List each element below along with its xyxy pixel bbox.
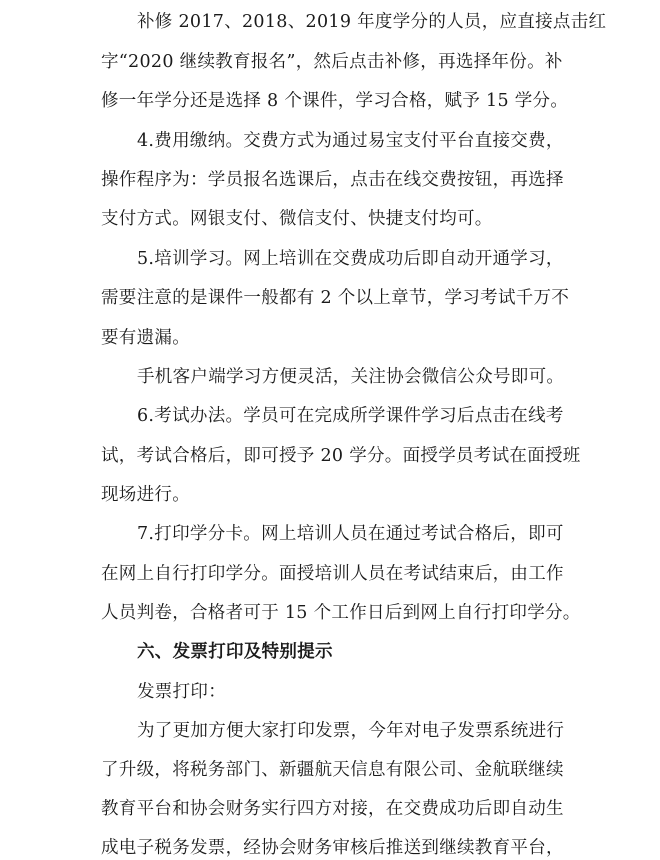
text-line: 人员判卷，合格者可于 15 个工作日后到网上自行打印学分。 <box>101 603 581 623</box>
text-line: 4.费用缴纳。交费方式为通过易宝支付平台直接交费， <box>137 131 564 151</box>
text-line: 手机客户端学习方便灵活，关注协会微信公众号即可。 <box>137 367 565 387</box>
text-line: 补修 2017、2018、2019 年度学分的人员，应直接点击红 <box>137 12 607 32</box>
text-line: 字“2020 继续教育报名”，然后点击补修，再选择年份。补 <box>101 52 563 72</box>
text-line: 在网上自行打印学分。面授培训人员在考试结束后，由工作 <box>101 564 564 584</box>
text-line: 发票打印： <box>137 682 226 702</box>
text-line: 支付方式。网银支付、微信支付、快捷支付均可。 <box>101 209 493 229</box>
text-line: 要有遗漏。 <box>101 328 190 348</box>
text-line: 6.考试办法。学员可在完成所学课件学习后点击在线考 <box>137 406 564 426</box>
text-line: 试，考试合格后，即可授予 20 学分。面授学员考试在面授班 <box>101 446 581 466</box>
text-line: 为了更加方便大家打印发票，今年对电子发票系统进行 <box>137 721 565 741</box>
text-line: 了升级，将税务部门、新疆航天信息有限公司、金航联继续 <box>101 760 564 780</box>
text-line: 成电子税务发票，经协会财务审核后推送到继续教育平台， <box>101 838 564 858</box>
text-line: 7.打印学分卡。网上培训人员在通过考试合格后，即可 <box>137 524 564 544</box>
text-line: 5.培训学习。网上培训在交费成功后即自动开通学习， <box>137 249 564 269</box>
text-line: 教育平台和协会财务实行四方对接，在交费成功后即自动生 <box>101 799 564 819</box>
text-line: 操作程序为：学员报名选课后，点击在线交费按钮，再选择 <box>101 170 564 190</box>
text-line: 现场进行。 <box>101 485 190 505</box>
text-line: 修一年学分还是选择 8 个课件，学习合格，赋予 15 学分。 <box>101 91 569 111</box>
section-heading: 六、发票打印及特别提示 <box>137 642 333 662</box>
text-line: 需要注意的是课件一般都有 2 个以上章节，学习考试千万不 <box>101 288 570 308</box>
